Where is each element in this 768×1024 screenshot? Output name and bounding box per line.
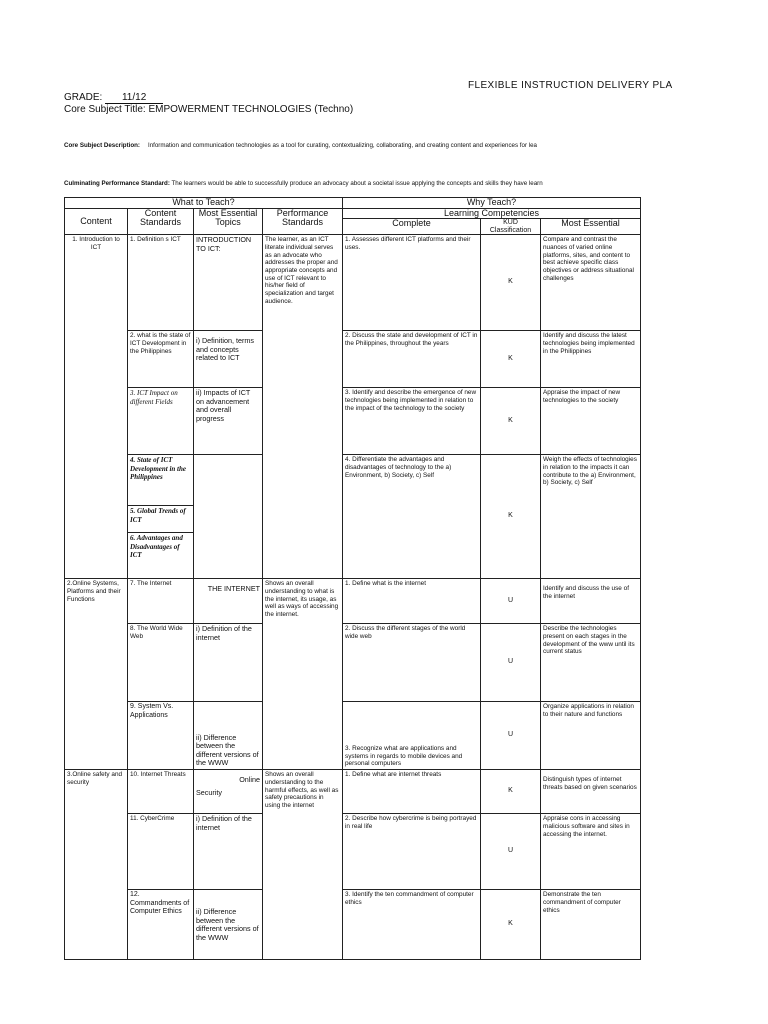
- table-row: [65, 624, 641, 702]
- topic-cell: [194, 770, 263, 814]
- performance-standards-header: Performance Standards: [263, 209, 343, 235]
- performance-standard-cell: Shows an overall understanding to the harmful effects, as well as safety precautions in using the internet: [263, 770, 343, 960]
- most-essential-cell: Appraise the impact of new technologies to the society: [541, 388, 641, 455]
- competency-cell: 3. Recognize what are applications and systems in regards to mobile devices and personal computers: [343, 702, 481, 770]
- performance-standard-cell: The learner, as an ICT literate individual serves as an advocate who addresses the proper and appropriate concepts and use of ICT relevant to his/her field of specialization and target audience.: [263, 235, 343, 579]
- content-standard-cell: 8. The World Wide Web: [128, 624, 194, 702]
- performance-standard-cell: Shows an overall understanding to what is the internet, its usage, as well as ways of accessing the internet.: [263, 579, 343, 770]
- table-row: [65, 235, 641, 331]
- kud-classification-header: KUD Classification: [481, 219, 541, 235]
- content-cell: 3.Online safety and security: [65, 770, 128, 960]
- kud-cell: K: [481, 770, 541, 814]
- competency-cell: 2. Discuss the state and development of ICT in the Philippines, throughout the years: [343, 331, 481, 388]
- kud-cell: U: [481, 624, 541, 702]
- most-essential-cell: Compare and contrast the nuances of varied online platforms, sites, and content to best achieve specific class objectives or address situational challenges: [541, 235, 641, 331]
- kud-cell: U: [481, 579, 541, 624]
- topic-cell: i) Definition of the internet: [194, 814, 263, 890]
- most-essential-cell: Appraise cons in accessing malicious software and sites in accessing the internet.: [541, 814, 641, 890]
- culminating-text: The learners would be able to successfully produce an advocacy about a societal issue applying the concepts and skills they have learn: [171, 180, 543, 187]
- content-standard-item: 4. State of ICT Development in the Philippines: [128, 455, 193, 506]
- description-label: Core Subject Description:: [64, 142, 140, 149]
- group-header-row: [65, 198, 641, 209]
- learning-competencies-header: Learning Competencies: [343, 209, 641, 219]
- topic-cell: INTRODUCTION TO ICT:: [194, 235, 263, 331]
- most-essential-cell: Identify and discuss the latest technologies being implemented in the Philippines: [541, 331, 641, 388]
- table-row: [65, 702, 641, 770]
- culminating-standard: [64, 180, 543, 187]
- topic-line: Online: [239, 775, 260, 785]
- most-essential-cell: Describe the technologies present on each stages in the development of the www until its current status: [541, 624, 641, 702]
- table-row: [65, 814, 641, 890]
- topic-line: Security: [196, 787, 222, 797]
- kud-cell: K: [481, 235, 541, 331]
- most-essential-cell: Demonstrate the ten commandment of computer ethics: [541, 890, 641, 960]
- table-row: [65, 770, 641, 814]
- most-essential-cell: Distinguish types of internet threats based on given scenarios: [541, 770, 641, 814]
- why-teach-header: Why Teach?: [343, 198, 641, 209]
- content-header: Content: [65, 209, 128, 235]
- content-standard-cell: 1. Definition s ICT: [128, 235, 194, 331]
- content-standard-cell: 12. Commandments of Computer Ethics: [128, 890, 194, 960]
- core-subject-description: [64, 142, 537, 149]
- competency-cell: 2. Discuss the different stages of the world wide web: [343, 624, 481, 702]
- delivery-plan-table: [64, 197, 641, 960]
- table-row: [65, 455, 641, 579]
- topic-cell: ii) Impacts of ICT on advancement and overall progress: [194, 388, 263, 455]
- kud-cell: K: [481, 331, 541, 388]
- topic-cell: [194, 455, 263, 579]
- culminating-label: Culminating Performance Standard:: [64, 180, 170, 187]
- content-standard-cell: 10. Internet Threats: [128, 770, 194, 814]
- kud-cell: U: [481, 814, 541, 890]
- competency-cell: 1. Assesses different ICT platforms and their uses.: [343, 235, 481, 331]
- content-cell: 1. Introduction to ICT: [65, 235, 128, 579]
- competency-cell: 1. Define what are internet threats: [343, 770, 481, 814]
- complete-header: Complete: [343, 219, 481, 235]
- competency-cell: 3. Identify and describe the emergence of new technologies being implemented in relation to the impact of the technology to the society: [343, 388, 481, 455]
- content-standard-cell: 3. ICT Impact on different Fields: [128, 388, 194, 455]
- content-standard-cell: [128, 455, 194, 579]
- description-text: Information and communication technologies as a tool for curating, contextualizing, collaborating, and creating content and experiences for lea: [147, 142, 537, 149]
- table-row: [65, 890, 641, 960]
- kud-cell: K: [481, 890, 541, 960]
- topic-cell: i) Definition, terms and concepts related to ICT: [194, 331, 263, 388]
- competency-cell: 4. Differentiate the advantages and disadvantages of technology to the a) Environment, b) Society, c) Self: [343, 455, 481, 579]
- most-essential-cell: Identify and discuss the use of the internet: [541, 579, 641, 624]
- most-essential-cell: Organize applications in relation to their nature and functions: [541, 702, 641, 770]
- content-standards-header: Content Standards: [128, 209, 194, 235]
- document-title: FLEXIBLE INSTRUCTION DELIVERY PLA: [468, 80, 673, 91]
- grade-value: 11/12: [105, 92, 163, 104]
- grade-line: [64, 92, 163, 104]
- grade-label: GRADE:: [64, 92, 103, 103]
- kud-cell: K: [481, 455, 541, 579]
- topic-cell: THE INTERNET: [194, 579, 263, 624]
- column-header-row: [65, 209, 641, 219]
- table-row: [65, 579, 641, 624]
- most-essential-header: Most Essential: [541, 219, 641, 235]
- table-row: [65, 388, 641, 455]
- competency-cell: 3. Identify the ten commandment of computer ethics: [343, 890, 481, 960]
- kud-cell: U: [481, 702, 541, 770]
- most-essential-topics-header: Most Essential Topics: [194, 209, 263, 235]
- content-standard-cell: 2. what is the state of ICT Development in the Philippines: [128, 331, 194, 388]
- content-standard-item: 5. Global Trends of ICT: [128, 506, 193, 533]
- what-to-teach-header: What to Teach?: [65, 198, 343, 209]
- content-standard-cell: 11. CyberCrime: [128, 814, 194, 890]
- content-standard-cell: 7. The Internet: [128, 579, 194, 624]
- topic-cell: ii) Difference between the different versions of the WWW: [194, 890, 263, 960]
- content-standard-item: 6. Advantages and Disadvantages of ICT: [130, 534, 183, 559]
- competency-cell: 2. Describe how cybercrime is being portrayed in real life: [343, 814, 481, 890]
- most-essential-cell: Weigh the effects of technologies in relation to the impacts it can contribute to the a) Environment, b) Society, c) Self: [541, 455, 641, 579]
- kud-cell: K: [481, 388, 541, 455]
- topic-cell: i) Definition of the internet: [194, 624, 263, 702]
- table-row: [65, 331, 641, 388]
- content-standard-cell: 9. System Vs. Applications: [128, 702, 194, 770]
- core-subject-title: Core Subject Title: EMPOWERMENT TECHNOLOGIES (Techno): [64, 104, 354, 115]
- topic-cell: ii) Difference between the different versions of the WWW: [194, 702, 263, 770]
- competency-cell: 1. Define what is the internet: [343, 579, 481, 624]
- content-cell: 2.Online Systems, Platforms and their Functions: [65, 579, 128, 770]
